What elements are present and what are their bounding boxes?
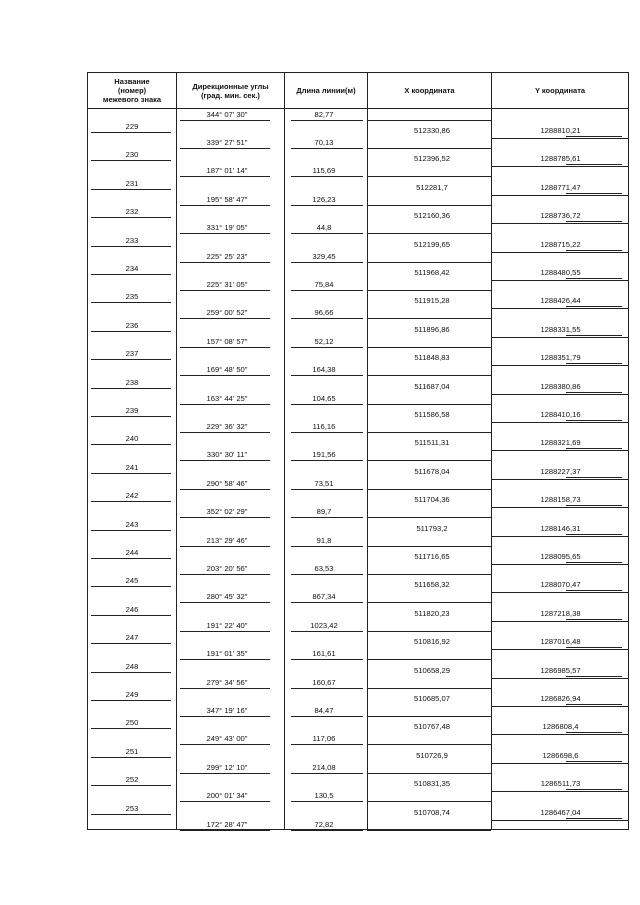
y-underline bbox=[566, 818, 622, 819]
mark-name: 237 bbox=[125, 349, 139, 359]
y-underline bbox=[566, 562, 622, 563]
x-row-underline bbox=[491, 678, 628, 679]
mark-name: 233 bbox=[125, 235, 139, 245]
boundary-marks-table bbox=[87, 72, 629, 830]
x-underline bbox=[367, 830, 491, 831]
mark-name: 242 bbox=[125, 491, 139, 501]
y-underline bbox=[566, 363, 622, 364]
angle-underline bbox=[180, 801, 270, 802]
x-coordinate: 512330,86 bbox=[414, 126, 450, 135]
name-underline bbox=[91, 700, 171, 701]
name-underline bbox=[91, 757, 171, 758]
x-underline bbox=[367, 233, 491, 234]
x-coordinate: 511658,32 bbox=[414, 580, 450, 590]
segment-angle: 347° 19' 16" bbox=[206, 706, 248, 715]
x-underline bbox=[367, 120, 491, 121]
y-underline bbox=[566, 221, 622, 222]
x-coordinate: 511848,83 bbox=[414, 353, 450, 363]
x-underline bbox=[367, 176, 491, 177]
segment-angle: 339° 27' 51" bbox=[206, 138, 248, 147]
mark-name: 250 bbox=[125, 718, 139, 728]
x-row-underline bbox=[491, 592, 628, 593]
x-coordinate: 511968,42 bbox=[414, 268, 450, 277]
y-underline bbox=[566, 505, 622, 506]
x-underline bbox=[367, 432, 491, 433]
mark-name: 231 bbox=[125, 178, 139, 188]
length-underline bbox=[291, 574, 363, 575]
x-coordinate: 511915,28 bbox=[414, 296, 450, 306]
segment-length: 191,56 bbox=[312, 450, 336, 460]
length-underline bbox=[291, 262, 363, 263]
y-underline bbox=[566, 704, 622, 705]
y-coordinate: 1286985,57 bbox=[540, 665, 581, 675]
x-underline bbox=[367, 148, 491, 149]
length-underline bbox=[291, 460, 363, 461]
x-row-underline bbox=[491, 479, 628, 480]
x-row-underline bbox=[491, 763, 628, 764]
segment-length: 117,06 bbox=[312, 734, 336, 744]
x-underline bbox=[367, 375, 491, 376]
mark-name: 246 bbox=[125, 604, 139, 614]
segment-length: 160,67 bbox=[312, 677, 336, 687]
name-underline bbox=[91, 586, 171, 587]
mark-name: 235 bbox=[125, 292, 139, 302]
angle-underline bbox=[180, 432, 270, 433]
y-coordinate: 1288321,69 bbox=[540, 438, 581, 448]
y-coordinate: 1288715,22 bbox=[540, 239, 581, 249]
name-underline bbox=[91, 302, 171, 303]
x-underline bbox=[367, 659, 491, 660]
length-underline bbox=[291, 744, 363, 745]
angle-underline bbox=[180, 489, 270, 490]
mark-name: 243 bbox=[125, 519, 139, 529]
x-underline bbox=[367, 489, 491, 490]
col-divider bbox=[176, 73, 177, 829]
y-coordinate: 1287016,48 bbox=[540, 637, 581, 647]
segment-length: 72,82 bbox=[314, 819, 334, 829]
length-underline bbox=[291, 318, 363, 319]
length-underline bbox=[291, 233, 363, 234]
x-coordinate: 510708,74 bbox=[414, 807, 450, 817]
name-underline bbox=[91, 615, 171, 616]
angle-underline bbox=[180, 716, 270, 717]
x-underline bbox=[367, 205, 491, 206]
mark-name: 241 bbox=[125, 462, 139, 472]
x-underline bbox=[367, 716, 491, 717]
y-coordinate: 1288351,79 bbox=[540, 353, 581, 363]
x-row-underline bbox=[491, 337, 628, 338]
x-row-underline bbox=[491, 394, 628, 395]
mark-name: 240 bbox=[125, 434, 139, 444]
segment-length: 75,84 bbox=[314, 280, 334, 289]
name-underline bbox=[91, 331, 171, 332]
length-underline bbox=[291, 801, 363, 802]
name-underline bbox=[91, 160, 171, 161]
x-coordinate: 510831,35 bbox=[414, 779, 450, 789]
x-row-underline bbox=[491, 564, 628, 565]
x-underline bbox=[367, 290, 491, 291]
segment-length: 82,77 bbox=[314, 110, 334, 119]
x-underline bbox=[367, 347, 491, 348]
angle-underline bbox=[180, 205, 270, 206]
y-underline bbox=[566, 136, 622, 137]
mark-name: 252 bbox=[125, 775, 139, 785]
x-underline bbox=[367, 631, 491, 632]
name-underline bbox=[91, 473, 171, 474]
segment-angle: 191° 22' 40" bbox=[206, 620, 248, 630]
segment-length: 89,7 bbox=[316, 507, 332, 517]
name-underline bbox=[91, 643, 171, 644]
y-underline bbox=[566, 420, 622, 421]
name-underline bbox=[91, 501, 171, 502]
name-underline bbox=[91, 814, 171, 815]
x-coordinate: 510767,48 bbox=[414, 722, 450, 732]
mark-name: 234 bbox=[125, 264, 139, 273]
angle-underline bbox=[180, 830, 270, 831]
mark-name: 232 bbox=[125, 207, 139, 217]
x-row-underline bbox=[491, 450, 628, 451]
segment-angle: 330° 30' 11" bbox=[206, 450, 248, 460]
x-coordinate: 512160,36 bbox=[414, 211, 450, 221]
x-underline bbox=[367, 318, 491, 319]
segment-length: 130,5 bbox=[314, 791, 334, 801]
y-underline bbox=[566, 676, 622, 677]
name-underline bbox=[91, 359, 171, 360]
x-coordinate: 511511,31 bbox=[414, 438, 450, 448]
mark-name: 230 bbox=[125, 150, 139, 160]
x-row-underline bbox=[491, 308, 628, 309]
y-underline bbox=[566, 335, 622, 336]
y-coordinate: 1288146,31 bbox=[540, 523, 581, 533]
segment-angle: 187° 01' 14" bbox=[206, 166, 248, 176]
segment-length: 44,8 bbox=[316, 223, 332, 233]
angle-underline bbox=[180, 773, 270, 774]
segment-angle: 169° 48' 50" bbox=[206, 365, 248, 375]
y-underline bbox=[566, 590, 622, 591]
x-coordinate: 510726,9 bbox=[416, 750, 448, 760]
segment-length: 104,65 bbox=[312, 393, 336, 403]
segment-angle: 280° 45' 32" bbox=[206, 592, 248, 602]
x-row-underline bbox=[491, 734, 628, 735]
y-coordinate: 1287218,38 bbox=[540, 608, 581, 618]
length-underline bbox=[291, 716, 363, 717]
angle-underline bbox=[180, 602, 270, 603]
y-coordinate: 1288480,55 bbox=[540, 268, 581, 277]
x-coordinate: 511704,36 bbox=[414, 495, 450, 505]
x-coordinate: 511687,04 bbox=[414, 381, 450, 391]
name-underline bbox=[91, 416, 171, 417]
length-underline bbox=[291, 148, 363, 149]
mark-name: 249 bbox=[125, 690, 139, 699]
angle-underline bbox=[180, 290, 270, 291]
segment-length: 115,69 bbox=[312, 166, 336, 176]
y-underline bbox=[566, 789, 622, 790]
header-divider bbox=[88, 108, 628, 109]
length-underline bbox=[291, 546, 363, 547]
mark-name: 238 bbox=[125, 377, 139, 387]
x-coordinate: 511820,23 bbox=[414, 608, 450, 618]
y-coordinate: 1288095,65 bbox=[540, 552, 581, 561]
segment-angle: 195° 58' 47" bbox=[206, 194, 248, 204]
name-underline bbox=[91, 274, 171, 275]
name-underline bbox=[91, 728, 171, 729]
y-coordinate: 1286808,4 bbox=[542, 722, 579, 732]
mark-name: 236 bbox=[125, 320, 139, 330]
segment-angle: 352° 02' 29" bbox=[206, 507, 248, 517]
y-coordinate: 1288227,37 bbox=[540, 466, 581, 476]
angle-underline bbox=[180, 517, 270, 518]
x-row-underline bbox=[491, 791, 628, 792]
mark-name: 244 bbox=[125, 548, 139, 557]
header-x: X координата bbox=[404, 86, 455, 95]
segment-length: 161,61 bbox=[312, 649, 336, 659]
segment-length: 116,16 bbox=[312, 422, 336, 431]
x-row-underline bbox=[491, 365, 628, 366]
y-coordinate: 1288771,47 bbox=[540, 182, 581, 192]
segment-length: 1023,42 bbox=[310, 620, 338, 630]
length-underline bbox=[291, 489, 363, 490]
x-row-underline bbox=[491, 280, 628, 281]
y-coordinate: 1288158,73 bbox=[540, 495, 581, 505]
name-underline bbox=[91, 189, 171, 190]
segment-length: 52,12 bbox=[314, 336, 334, 346]
x-row-underline bbox=[491, 422, 628, 423]
length-underline bbox=[291, 375, 363, 376]
length-underline bbox=[291, 176, 363, 177]
x-underline bbox=[367, 773, 491, 774]
segment-angle: 191° 01' 35" bbox=[206, 649, 248, 659]
segment-angle: 225° 31' 05" bbox=[206, 280, 248, 289]
x-underline bbox=[367, 262, 491, 263]
y-coordinate: 1286511,73 bbox=[540, 779, 581, 789]
length-underline bbox=[291, 517, 363, 518]
x-coordinate: 512396,52 bbox=[414, 154, 450, 164]
segment-length: 84,47 bbox=[314, 706, 334, 715]
angle-underline bbox=[180, 347, 270, 348]
name-underline bbox=[91, 132, 171, 133]
segment-length: 867,34 bbox=[312, 592, 336, 602]
x-underline bbox=[367, 602, 491, 603]
y-coordinate: 1286467,04 bbox=[540, 807, 581, 817]
length-underline bbox=[291, 602, 363, 603]
segment-length: 70,13 bbox=[314, 138, 334, 147]
x-row-underline bbox=[491, 252, 628, 253]
header-angle: Дирекционные углы (град. мин. сек.) bbox=[192, 81, 269, 100]
angle-underline bbox=[180, 574, 270, 575]
angle-underline bbox=[180, 404, 270, 405]
y-underline bbox=[566, 647, 622, 648]
name-underline bbox=[91, 246, 171, 247]
y-underline bbox=[566, 448, 622, 449]
y-coordinate: 1288785,61 bbox=[540, 154, 581, 164]
x-row-underline bbox=[491, 820, 628, 821]
segment-angle: 259° 00' 52" bbox=[206, 308, 248, 318]
name-underline bbox=[91, 672, 171, 673]
y-underline bbox=[566, 306, 622, 307]
length-underline bbox=[291, 432, 363, 433]
angle-underline bbox=[180, 120, 270, 121]
angle-underline bbox=[180, 262, 270, 263]
segment-angle: 163° 44' 25" bbox=[206, 393, 248, 403]
y-coordinate: 1288070,47 bbox=[540, 580, 581, 590]
x-row-underline bbox=[491, 621, 628, 622]
x-underline bbox=[367, 688, 491, 689]
segment-angle: 299° 12' 10" bbox=[206, 762, 248, 772]
segment-length: 329,45 bbox=[312, 251, 336, 261]
angle-underline bbox=[180, 659, 270, 660]
length-underline bbox=[291, 659, 363, 660]
length-underline bbox=[291, 830, 363, 831]
x-coordinate: 511678,04 bbox=[414, 466, 450, 476]
x-row-underline bbox=[491, 223, 628, 224]
name-underline bbox=[91, 444, 171, 445]
x-coordinate: 510658,29 bbox=[414, 665, 450, 675]
angle-underline bbox=[180, 148, 270, 149]
angle-underline bbox=[180, 460, 270, 461]
segment-angle: 213° 29' 46" bbox=[206, 535, 248, 545]
length-underline bbox=[291, 631, 363, 632]
segment-angle: 229° 36' 32" bbox=[206, 422, 248, 431]
segment-angle: 172° 28' 47" bbox=[206, 819, 248, 829]
mark-name: 229 bbox=[125, 122, 139, 131]
x-row-underline bbox=[491, 166, 628, 167]
x-underline bbox=[367, 744, 491, 745]
x-coordinate: 510685,07 bbox=[414, 694, 450, 703]
y-underline bbox=[566, 761, 622, 762]
length-underline bbox=[291, 688, 363, 689]
segment-length: 96,66 bbox=[314, 308, 334, 318]
segment-angle: 225° 25' 23" bbox=[206, 251, 248, 261]
mark-name: 253 bbox=[125, 803, 139, 813]
segment-angle: 249° 43' 00" bbox=[206, 734, 248, 744]
mark-name: 251 bbox=[125, 746, 139, 756]
mark-name: 245 bbox=[125, 576, 139, 586]
y-underline bbox=[566, 193, 622, 194]
x-underline bbox=[367, 546, 491, 547]
length-underline bbox=[291, 205, 363, 206]
name-underline bbox=[91, 558, 171, 559]
segment-angle: 331° 19' 05" bbox=[206, 223, 248, 233]
y-coordinate: 1288410,16 bbox=[540, 410, 581, 419]
x-row-underline bbox=[491, 649, 628, 650]
y-coordinate: 1286826,94 bbox=[540, 694, 581, 703]
segment-angle: 344° 07' 30" bbox=[206, 110, 248, 119]
x-coordinate: 511586,58 bbox=[414, 410, 450, 419]
angle-underline bbox=[180, 318, 270, 319]
segment-angle: 200° 01' 34" bbox=[206, 791, 248, 801]
angle-underline bbox=[180, 631, 270, 632]
x-coordinate: 511896,86 bbox=[414, 324, 450, 334]
angle-underline bbox=[180, 744, 270, 745]
header-name: Название (номер) межевого знака bbox=[102, 77, 162, 104]
length-underline bbox=[291, 773, 363, 774]
y-underline bbox=[566, 534, 622, 535]
y-underline bbox=[566, 392, 622, 393]
y-underline bbox=[566, 619, 622, 620]
header-y: Y координата bbox=[534, 86, 586, 95]
segment-angle: 157° 08' 57" bbox=[206, 336, 248, 346]
x-underline bbox=[367, 574, 491, 575]
length-underline bbox=[291, 120, 363, 121]
segment-length: 164,38 bbox=[312, 365, 336, 375]
x-underline bbox=[367, 801, 491, 802]
x-coordinate: 511793,2 bbox=[416, 523, 448, 533]
y-underline bbox=[566, 250, 622, 251]
name-underline bbox=[91, 530, 171, 531]
length-underline bbox=[291, 347, 363, 348]
angle-underline bbox=[180, 546, 270, 547]
x-underline bbox=[367, 404, 491, 405]
x-row-underline bbox=[491, 706, 628, 707]
name-underline bbox=[91, 785, 171, 786]
header-length: Длина линии(м) bbox=[296, 86, 356, 95]
y-underline bbox=[566, 477, 622, 478]
length-underline bbox=[291, 404, 363, 405]
segment-length: 63,53 bbox=[314, 564, 334, 573]
y-underline bbox=[566, 164, 622, 165]
x-row-underline bbox=[491, 507, 628, 508]
x-underline bbox=[367, 460, 491, 461]
x-coordinate: 512281,7 bbox=[416, 182, 448, 192]
y-coordinate: 1288736,72 bbox=[540, 211, 581, 221]
x-underline bbox=[367, 517, 491, 518]
length-underline bbox=[291, 290, 363, 291]
y-coordinate: 1288380,86 bbox=[540, 381, 581, 391]
segment-angle: 203° 20' 56" bbox=[206, 564, 248, 573]
segment-length: 126,23 bbox=[312, 194, 336, 204]
y-underline bbox=[566, 732, 622, 733]
y-coordinate: 1288810,21 bbox=[540, 126, 581, 135]
y-coordinate: 1288331,55 bbox=[540, 324, 581, 334]
segment-angle: 290° 58' 46" bbox=[206, 478, 248, 488]
x-coordinate: 511716,65 bbox=[414, 552, 450, 561]
y-underline bbox=[566, 278, 622, 279]
y-coordinate: 1286698,6 bbox=[542, 750, 579, 760]
segment-length: 214,08 bbox=[312, 762, 336, 772]
x-coordinate: 512199,65 bbox=[414, 239, 450, 249]
angle-underline bbox=[180, 375, 270, 376]
name-underline bbox=[91, 388, 171, 389]
segment-angle: 279° 34' 56" bbox=[206, 677, 248, 687]
y-coordinate: 1288426,44 bbox=[540, 296, 581, 306]
mark-name: 248 bbox=[125, 661, 139, 671]
x-row-underline bbox=[491, 195, 628, 196]
mark-name: 247 bbox=[125, 633, 139, 643]
angle-underline bbox=[180, 176, 270, 177]
x-row-underline bbox=[491, 536, 628, 537]
angle-underline bbox=[180, 688, 270, 689]
mark-name: 239 bbox=[125, 406, 139, 415]
segment-length: 91,8 bbox=[316, 535, 332, 545]
name-underline bbox=[91, 217, 171, 218]
x-row-underline bbox=[491, 138, 628, 139]
x-coordinate: 510816,92 bbox=[414, 637, 450, 647]
angle-underline bbox=[180, 233, 270, 234]
segment-length: 73,51 bbox=[314, 478, 334, 488]
